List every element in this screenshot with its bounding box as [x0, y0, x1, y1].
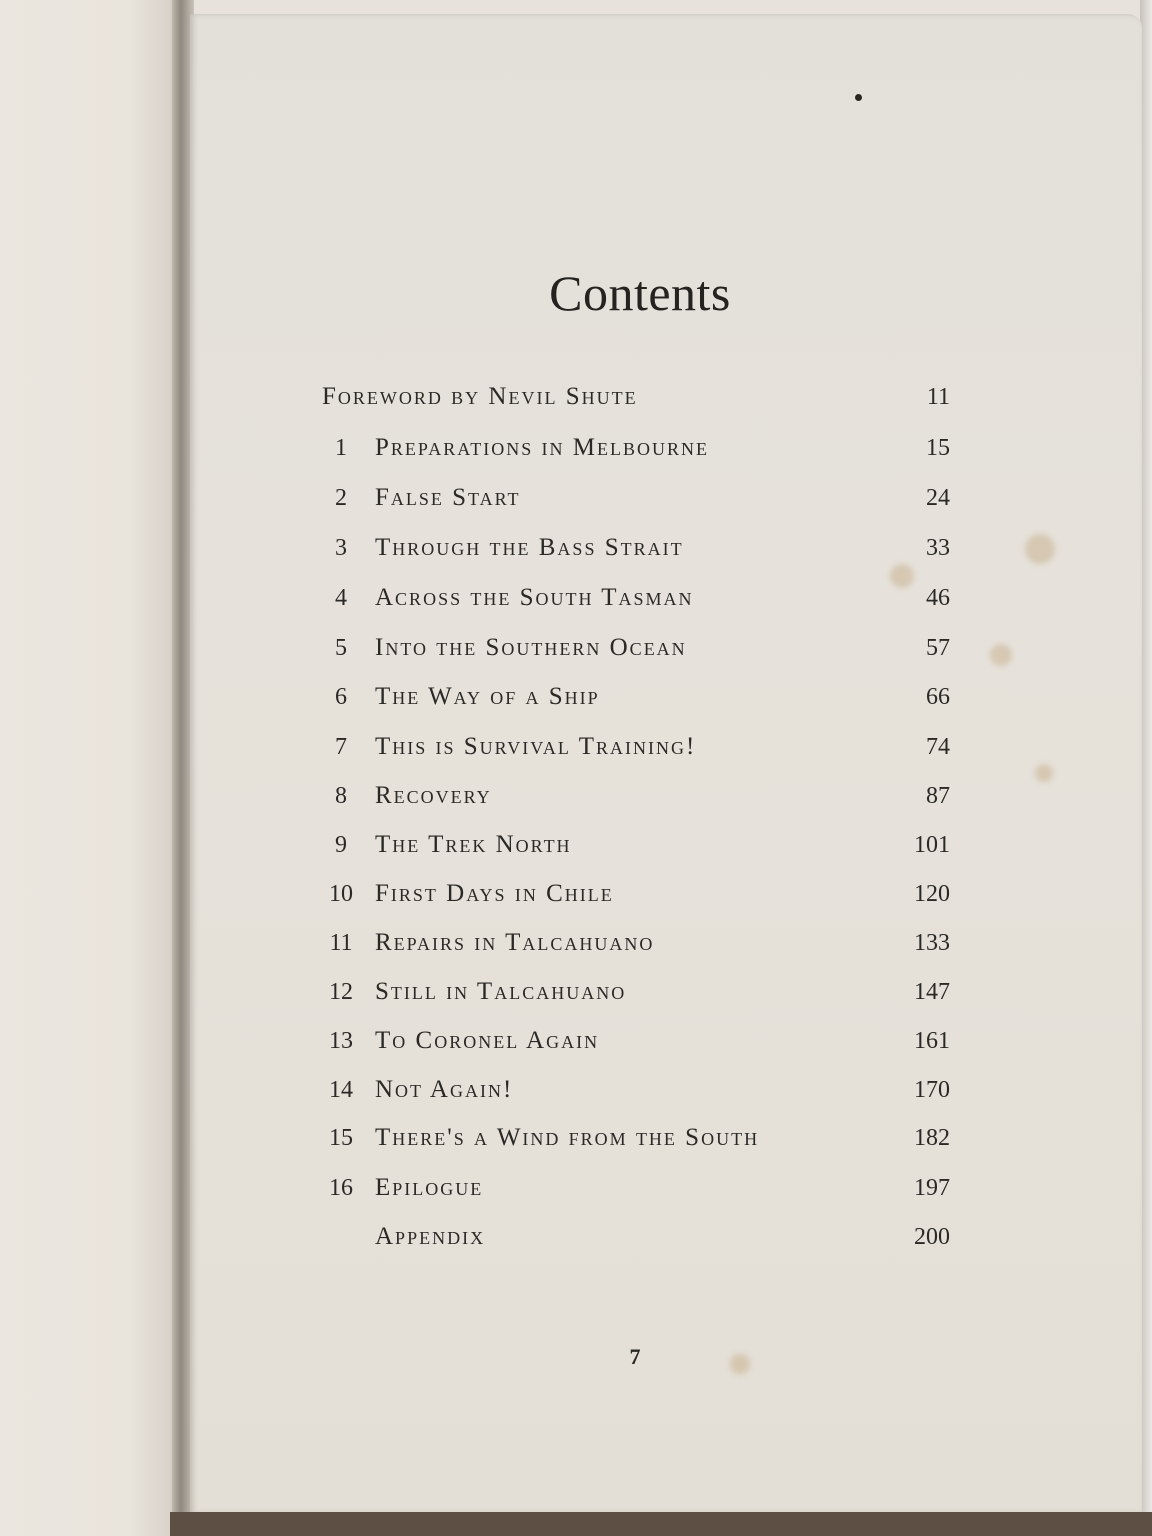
- entry-title: The Way of a Ship: [375, 683, 600, 710]
- entry-title: Recovery: [375, 782, 492, 809]
- entry-page: 133: [914, 930, 950, 956]
- entry-page: 120: [914, 881, 950, 907]
- entry-number: 2: [335, 485, 347, 511]
- toc-entry[interactable]: [320, 628, 950, 668]
- entry-title: To Coronel Again: [375, 1027, 600, 1054]
- entry-number: 12: [329, 979, 353, 1005]
- page-number: 7: [629, 1344, 641, 1369]
- toc-entry[interactable]: [320, 528, 950, 568]
- ink-speck: [855, 94, 862, 101]
- entry-page: 66: [926, 684, 950, 710]
- entry-title: Still in Talcahuano: [375, 978, 627, 1005]
- toc-entry[interactable]: [320, 874, 950, 914]
- toc-entry[interactable]: [320, 1118, 950, 1158]
- entry-title: Preparations in Melbourne: [375, 434, 709, 461]
- toc-entry[interactable]: [320, 478, 950, 518]
- entry-page: 182: [914, 1125, 950, 1151]
- toc-entry[interactable]: [320, 1021, 950, 1061]
- toc-entry[interactable]: [320, 1070, 950, 1110]
- toc-entry[interactable]: [320, 776, 950, 816]
- entry-number: 6: [335, 684, 347, 710]
- entry-number: 14: [329, 1077, 353, 1103]
- entry-page: 24: [926, 485, 950, 511]
- foxing-spot: [990, 644, 1012, 666]
- entry-number: 15: [329, 1125, 353, 1151]
- entry-title: First Days in Chile: [375, 880, 614, 907]
- entry-number: 3: [335, 535, 347, 561]
- toc-entry-foreword[interactable]: [320, 377, 950, 417]
- left-facing-page: [0, 0, 184, 1536]
- entry-page: 200: [914, 1224, 950, 1250]
- entry-page: 46: [926, 585, 950, 611]
- toc-entry[interactable]: [320, 727, 950, 767]
- entry-page: 74: [926, 734, 950, 760]
- foxing-spot: [1025, 534, 1055, 564]
- foxing-spot: [730, 1354, 750, 1374]
- toc-entry[interactable]: [320, 923, 950, 963]
- entry-title: Repairs in Talcahuano: [375, 929, 655, 956]
- entry-page: 161: [914, 1028, 950, 1054]
- entry-number: 13: [329, 1028, 353, 1054]
- entry-number: 11: [329, 930, 353, 956]
- cover-edge: [170, 1512, 1152, 1536]
- entry-title: Through the Bass Strait: [375, 534, 684, 561]
- entry-number: 16: [329, 1175, 353, 1201]
- toc-entry[interactable]: [320, 677, 950, 717]
- toc-entry[interactable]: [320, 972, 950, 1012]
- entry-title: There's a Wind from the South: [375, 1124, 760, 1151]
- entry-title: Epilogue: [375, 1174, 484, 1201]
- entry-title: Not Again!: [375, 1076, 514, 1103]
- toc-entry[interactable]: [320, 825, 950, 865]
- entry-title: Across the South Tasman: [375, 584, 694, 611]
- entry-page: 101: [914, 832, 950, 858]
- entry-title: False Start: [375, 484, 521, 511]
- entry-number: 9: [335, 832, 347, 858]
- entry-title: Foreword by Nevil Shute: [322, 383, 638, 410]
- entry-page: 33: [926, 535, 950, 561]
- entry-number: 7: [335, 734, 347, 760]
- entry-page: 87: [926, 783, 950, 809]
- entry-page: 170: [914, 1077, 950, 1103]
- toc-entry[interactable]: [320, 1168, 950, 1208]
- entry-page: 11: [926, 384, 950, 410]
- toc-entry[interactable]: [320, 578, 950, 618]
- entry-number: 4: [335, 585, 347, 611]
- entry-number: 1: [335, 435, 347, 461]
- entry-title: Into the Southern Ocean: [375, 634, 687, 661]
- entry-title: Appendix: [375, 1223, 486, 1250]
- foxing-spot: [1035, 764, 1053, 782]
- entry-page: 57: [926, 635, 950, 661]
- entry-number: 5: [335, 635, 347, 661]
- entry-title: This is Survival Training!: [375, 733, 697, 760]
- page-title: Contents: [549, 265, 731, 321]
- entry-title: The Trek North: [375, 831, 572, 858]
- entry-number: 8: [335, 783, 347, 809]
- toc-entry-appendix[interactable]: [320, 1217, 950, 1257]
- entry-page: 15: [926, 435, 950, 461]
- entry-page: 197: [914, 1175, 950, 1201]
- toc-entry[interactable]: [320, 428, 950, 468]
- entry-number: 10: [329, 881, 353, 907]
- entry-page: 147: [914, 979, 950, 1005]
